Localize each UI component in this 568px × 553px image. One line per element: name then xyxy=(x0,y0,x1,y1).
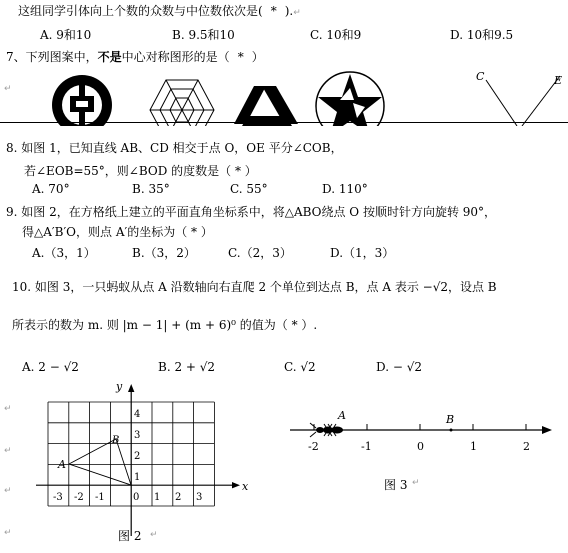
q8-option-a: A. 70° xyxy=(32,182,70,196)
triangle-logo-icon xyxy=(234,86,298,126)
fig2-xtick: 2 xyxy=(175,492,182,503)
q9-option-a: A.（3，1） xyxy=(32,246,96,260)
fig3-tick-label: -1 xyxy=(361,440,372,453)
q6-option-a: A. 9和10 xyxy=(40,28,92,42)
fig3-tick-label: -2 xyxy=(308,440,319,453)
fig3-ticks xyxy=(314,424,526,430)
q8-option-c: C. 55° xyxy=(230,182,268,196)
fig3-point-b: B xyxy=(446,413,455,426)
q10-line2: 所表示的数为 m. 则 |m − 1| + (m + 6)⁰ 的值为（ * ）. xyxy=(12,318,318,332)
fig3-point-b-dot xyxy=(450,429,453,432)
q10-option-b: B. 2 + √2 xyxy=(158,360,216,374)
q9-option-c: C.（2，3） xyxy=(228,246,292,260)
fig2-ytick: 2 xyxy=(134,451,141,462)
q8-line2: 若∠EOB=55°，则∠BOD 的度数是（ * ） xyxy=(24,164,257,178)
q7-stem-b: 中心对称图形的是（ xyxy=(121,50,230,64)
fig1-label-e: E xyxy=(554,74,563,87)
fig2-point-b: B xyxy=(112,435,120,446)
q6-option-d: D. 10和9.5 xyxy=(450,28,514,42)
fig2-xtick: 3 xyxy=(196,492,203,503)
fig3-point-a: A xyxy=(338,409,346,422)
fig3-caption: 图 3 xyxy=(384,478,408,492)
fig3-tick-label: 0 xyxy=(417,440,424,453)
fig2-caption: 图 2 xyxy=(118,529,142,543)
q10-option-d: D. − √2 xyxy=(376,360,422,374)
fig3-tick-label: 1 xyxy=(470,440,477,453)
return-mark-icon: ↵ xyxy=(4,404,12,414)
q6-stem xyxy=(18,2,301,19)
return-mark-icon: ↵ xyxy=(412,478,420,488)
fig3-number-line xyxy=(286,404,558,460)
q10-option-a: A. 2 − √2 xyxy=(22,360,79,374)
q7-star: * xyxy=(237,50,244,64)
return-mark-icon: ↵ xyxy=(4,446,12,456)
arrow-up-icon xyxy=(128,384,134,392)
return-mark-icon: ↵ xyxy=(4,84,12,94)
q7-close: ） xyxy=(251,50,264,64)
arrow-right-icon xyxy=(542,426,552,434)
q8-option-b: B. 35° xyxy=(132,182,170,196)
return-mark-icon: ↵ xyxy=(293,8,301,18)
fig2-point-a: A xyxy=(58,458,66,471)
fig2-xtick: 1 xyxy=(154,492,161,503)
arrow-right-icon xyxy=(232,482,240,488)
return-mark-icon: ↵ xyxy=(4,486,12,496)
q6-star: * xyxy=(270,4,277,18)
fig2-axis-x-label: x xyxy=(242,480,249,493)
hexagon-web-icon xyxy=(150,80,214,126)
angle-figure xyxy=(486,74,563,126)
q6-stem-text: 这组同学引体向上个数的众数与中位数依次是( xyxy=(18,4,263,18)
fig2-coordinate-grid xyxy=(36,376,260,548)
q9-option-d: D.（1，3） xyxy=(330,246,395,260)
fig2-xtick: 0 xyxy=(133,492,140,503)
fig2-ytick: 3 xyxy=(134,430,141,441)
q6-option-b: B. 9.5和10 xyxy=(172,28,235,42)
fig2-ytick: 1 xyxy=(134,472,141,483)
fig2-xtick: -2 xyxy=(74,492,84,503)
q9-option-b: B.（3，2） xyxy=(132,246,196,260)
fig2-ytick: 4 xyxy=(134,409,141,420)
q8-line1: 8. 如图 1，已知直线 AB、CD 相交于点 O，OE 平分∠COB， xyxy=(6,141,343,155)
fig2-triangle-abo xyxy=(69,439,131,485)
fig3-tick-label: 2 xyxy=(523,440,530,453)
star-circle-icon xyxy=(316,72,384,126)
q7-num: 7、 xyxy=(6,50,26,64)
q10-line1: 10. 如图 3，一只蚂蚁从点 A 沿数轴向右直爬 2 个单位到达点 B，点 A 表示 −√2，设点 B xyxy=(12,280,497,294)
q9-line1: 9. 如图 2，在方格纸上建立的平面直角坐标系中，将△ABO绕点 O 按顺时针方向旋转 90°， xyxy=(6,205,497,219)
q7-emphasis: 不是 xyxy=(97,50,122,64)
q7-figures xyxy=(0,66,568,126)
return-mark-icon: ↵ xyxy=(4,528,12,538)
return-mark-icon: ↵ xyxy=(150,530,158,540)
q6-close: ). xyxy=(284,4,294,18)
bank-logo-icon xyxy=(52,75,112,126)
fig2-xtick: -3 xyxy=(53,492,63,503)
q8-option-d: D. 110° xyxy=(322,182,368,196)
fig2-axis-y-label: y xyxy=(116,380,123,393)
q6-option-c: C. 10和9 xyxy=(310,28,362,42)
q9-line2: 得△A′B′O，则点 A′的坐标为（ * ） xyxy=(22,225,213,239)
section-divider xyxy=(0,122,568,123)
q7-stem-a: 下列图案中， xyxy=(25,50,98,64)
fig2-xtick: -1 xyxy=(95,492,105,503)
q10-option-c: C. √2 xyxy=(284,360,316,374)
q7-stem xyxy=(6,48,264,65)
fig1-label-c: C xyxy=(476,70,485,83)
